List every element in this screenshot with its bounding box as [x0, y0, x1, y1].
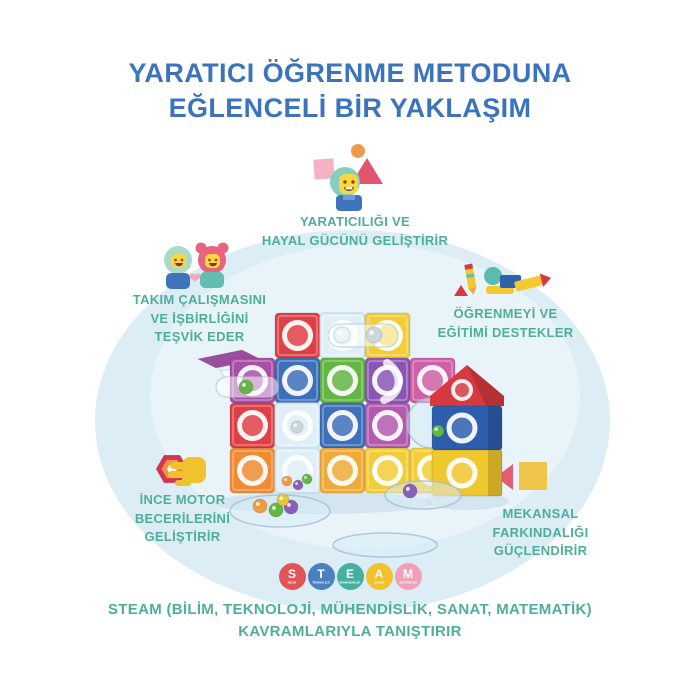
feature-creativity-line: HAYAL GÜCÜNÜ GELİŞTİRİR [261, 232, 449, 248]
feature-learning [418, 305, 593, 342]
feature-spatial-line: MEKANSAL [502, 506, 579, 521]
feature-fine-motor-line: BECERİLERİNİ [134, 510, 231, 526]
steam-badge-m: M MATEMATİK [395, 563, 422, 590]
steam-badge-a: A SANAT [366, 563, 393, 590]
page-title [0, 56, 700, 126]
steam-badge-e: E MÜHENDİSLİK [337, 563, 364, 590]
feature-creativity [230, 213, 480, 250]
steam-badge-s: S BİLİM [279, 563, 306, 590]
two-children-heart-icon [156, 236, 240, 294]
child-drawing-pencil-icon [452, 260, 552, 304]
footer-text [0, 599, 700, 643]
feature-teamwork-line: VE İŞBİRLİĞİNİ [150, 310, 249, 326]
steam-badge-t: T TEKNOLOJİ [308, 563, 335, 590]
feature-teamwork-line: TAKIM ÇALIŞMASINI [132, 292, 267, 307]
feature-spatial-line: GÜÇLENDİRİR [493, 543, 588, 558]
steam-logo [0, 563, 700, 590]
feature-fine-motor-line: GELİŞTİRİR [144, 529, 221, 544]
feature-learning-line: EĞİTİMİ DESTEKLER [437, 324, 574, 340]
page-title-line2: EĞLENCELİ BİR YAKLAŞIM [168, 93, 532, 123]
feature-fine-motor-line: İNCE MOTOR [139, 492, 226, 507]
footer-line1: STEAM (BİLİM, TEKNOLOJİ, MÜHENDİSLİK, SANAT, MATEMATİK) [108, 601, 592, 618]
feature-spatial-line: FARKINDALIĞI [492, 524, 589, 540]
page-title-line1: YARATICI ÖĞRENME METODUNA [128, 58, 572, 88]
child-face-with-shapes-icon [310, 142, 388, 216]
feature-spatial [463, 505, 618, 561]
feature-teamwork-line: TEŞVİK EDER [154, 329, 245, 344]
feature-fine-motor [100, 491, 265, 547]
feature-creativity-line: YARATICILIĞI VE [300, 214, 410, 229]
feature-learning-line: ÖĞRENMEYİ VE [453, 306, 558, 321]
footer-line2: KAVRAMLARIYLA TANIŞTIRIR [238, 623, 462, 640]
feature-teamwork [112, 291, 287, 347]
